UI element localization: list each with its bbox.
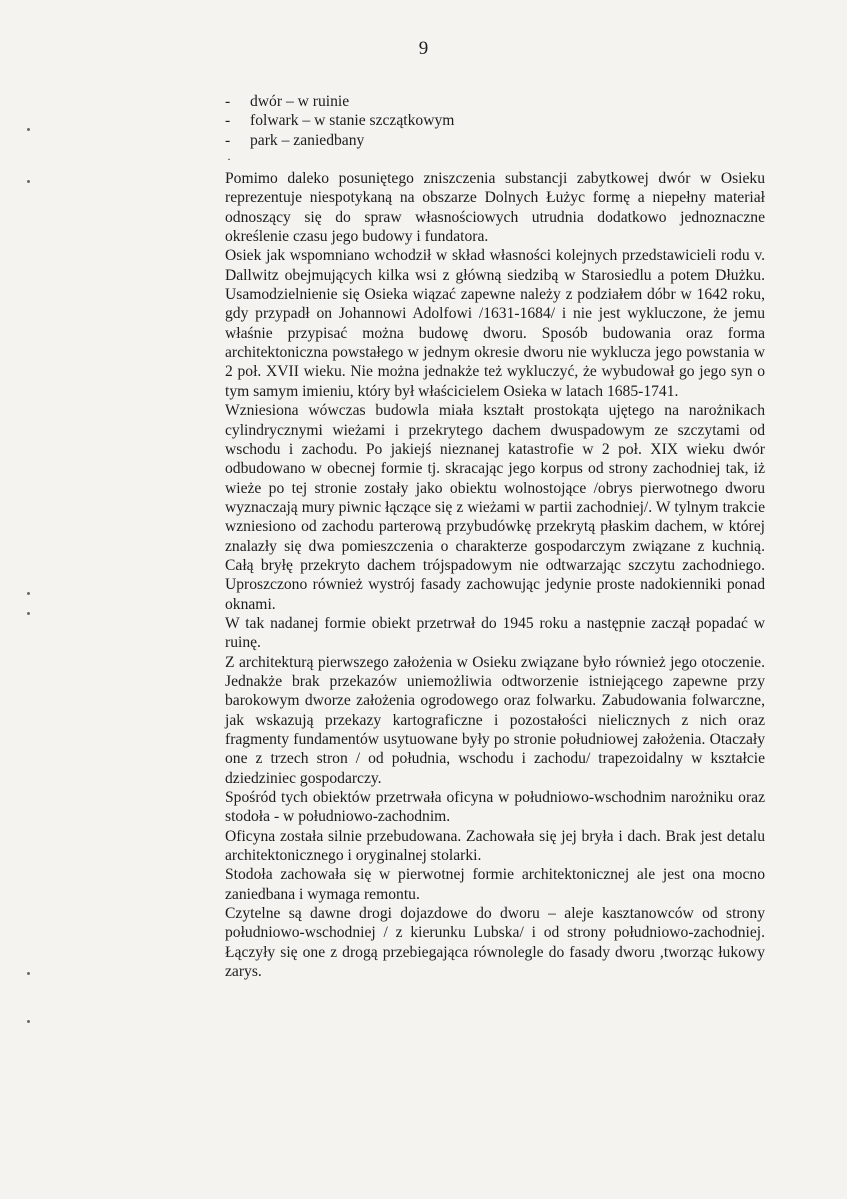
- paragraph: Czytelne są dawne drogi dojazdowe do dworu – aleje kasztanowców od strony południowo-wschodniej / z kierunku Lubska/ i od strony południowo-zachodniej. Łączyły się one z drogą przebiegająca równolegle do fasady dworu ,tworząc łukowy zarys.: [225, 905, 765, 981]
- list-item: - park – zaniedbany: [225, 131, 765, 150]
- margin-mark: [27, 612, 30, 615]
- paragraph: Osiek jak wspomniano wchodził w skład własności kolejnych przedstawicieli rodu v. Dallwitz obejmujących kilka wsi z główną siedzibą w Starosiedlu a potem Dłużku. Usamodzielnienie się Osieka wiązać zapewne należy z podziałem dóbr w 1642 roku, gdy przypadł on Johannowi Adolfowi /1631-1684/ i nie jest wykluczone, że jemu właśnie przypisać można budowę dworu. Sposób budowania oraz forma architektoniczna powstałego w jednym okresie dworu nie wyklucza jego powstania w 2 poł. XVII wieku. Nie można jednakże też wykluczyć, że wybudował go jego syn o tym samym imieniu, który był właścicielem Osieka w latach 1685-1741.: [225, 247, 765, 400]
- paragraph: Stodoła zachowała się w pierwotnej formie architektonicznej ale jest ona mocno zaniedbana i wymaga remontu.: [225, 866, 765, 903]
- condition-list: [225, 92, 765, 150]
- paragraph: Wzniesiona wówczas budowla miała kształt prostokąta ujętego na narożnikach cylindrycznymi wieżami i przekrytego dachem dwuspadowym ze szczytami od wschodu i zachodu. Po jakiejś nieznanej katastrofie w 2 poł. XIX wieku dwór odbudowano w obecnej formie tj. skracając jego korpus od strony zachodniej tak, iż wieże po tej stronie zostały jako obiektu wolnostojące /obrys pierwotnego dworu wyznaczają mury piwnic łączące się z wieżami w partii zachodniej/. W tylnym trakcie wzniesiono od zachodu parterową przybudówkę przekrytą płaskim dachem, w której znalazły się dwa pomieszczenia o charakterze gospodarczym związane z kuchnią. Całą bryłę przekryto dachem trójspadowym nie odtwarzając szczytu zachodniego. Uproszczono również wystrój fasady zachowując jedynie proste nadokienniki ponad oknami.: [225, 402, 765, 613]
- margin-mark: [27, 592, 30, 595]
- paragraph: Spośród tych obiektów przetrwała oficyna w południowo-wschodnim narożniku oraz stodoła - w południowo-zachodnim.: [225, 789, 765, 826]
- stray-mark: ·: [227, 152, 231, 167]
- list-item: - dwór – w ruinie: [225, 92, 765, 111]
- margin-mark: [27, 1020, 30, 1023]
- margin-mark: [27, 128, 30, 131]
- list-item: - folwark – w stanie szczątkowym: [225, 111, 765, 130]
- paragraph: Oficyna została silnie przebudowana. Zachowała się jej bryła i dach. Brak jest detalu architektonicznego i oryginalnej stolarki.: [225, 827, 765, 865]
- paragraph: Z architekturą pierwszego założenia w Osieku związane było również jego otoczenie. Jednakże brak przekazów uniemożliwia odtworzenie istniejącego zapewne przy barokowym dworze założenia ogrodowego oraz folwarku. Zabudowania folwarczne, jak wskazują przekazy kartograficzne i pozostałości nielicznych z nich oraz fragmenty fundamentów usytuowane były po stronie południowej założenia. Otaczały one z trzech stron / od południa, wschodu i zachodu/ trapezoidalny w kształcie dziedziniec gospodarczy.: [225, 653, 765, 787]
- margin-mark: [27, 180, 30, 183]
- margin-mark: [27, 972, 30, 975]
- paragraph: Pomimo daleko posuniętego zniszczenia substancji zabytkowej dwór w Osieku reprezentuje niespotykaną na obszarze Dolnych Łużyc formę a niepełny materiał odnoszący się do spraw własnościowych utrudnia dodatkowo jednoznaczne określenie czasu jego budowy i fundatora.: [225, 170, 765, 246]
- document-body: [225, 92, 765, 981]
- page-number: 9: [418, 38, 429, 59]
- paragraph: W tak nadanej formie obiekt przetrwał do 1945 roku a następnie zaczął popadać w ruinę.: [225, 614, 765, 652]
